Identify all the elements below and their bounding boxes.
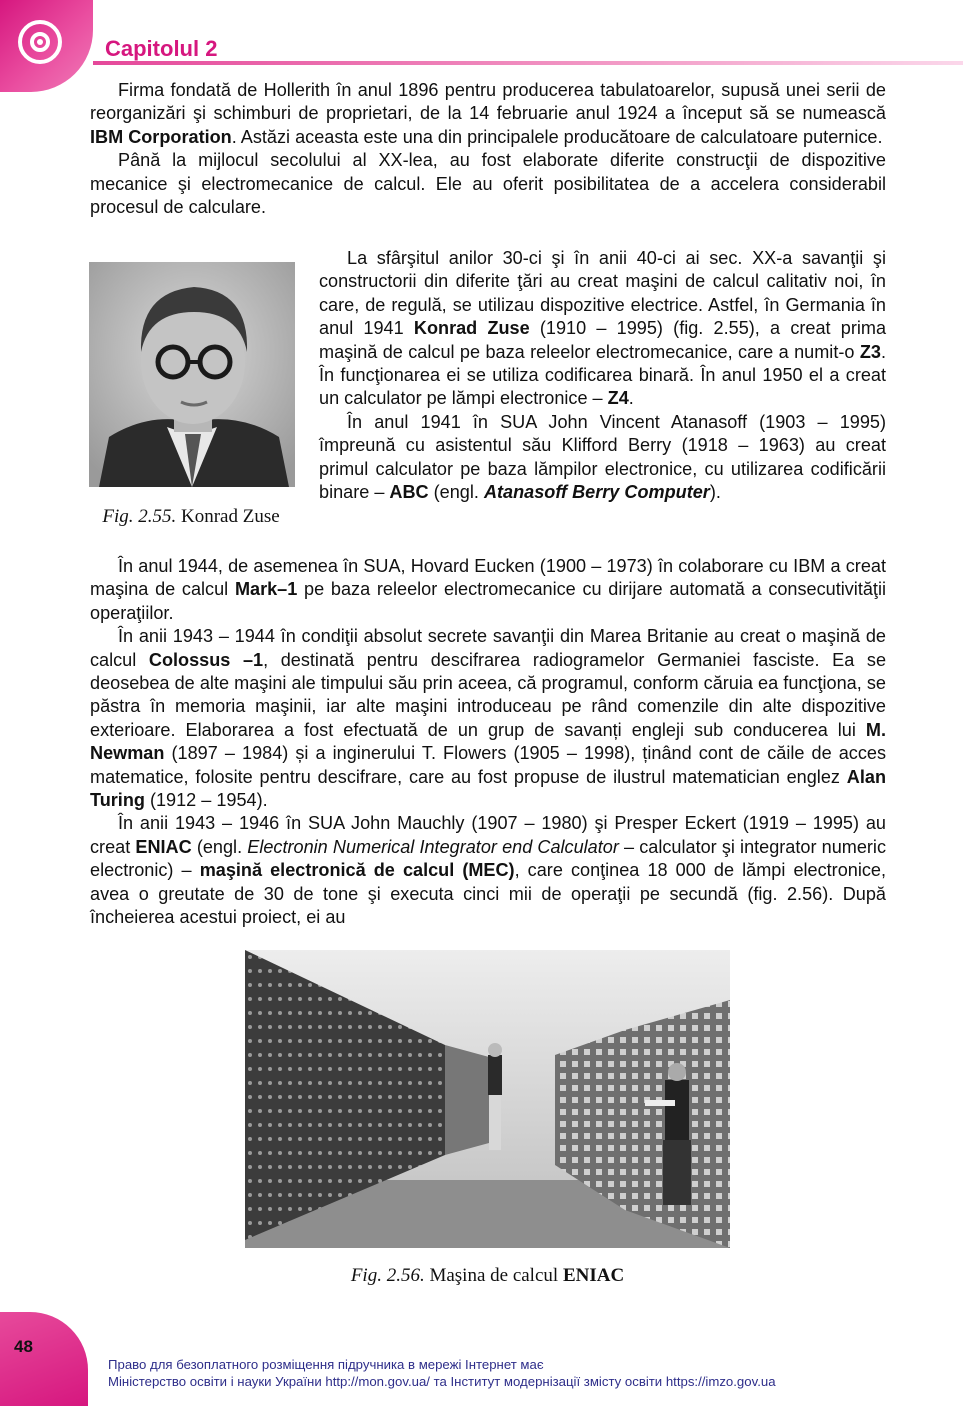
bold-term: Alan Turing: [90, 766, 886, 811]
text-span: ).: [709, 482, 721, 503]
bold-term: ABC: [389, 482, 429, 503]
page-number-tab: [0, 1312, 88, 1406]
target-icon: [18, 20, 62, 64]
text-block-top: [90, 79, 886, 219]
bold-term: Konrad Zuse: [413, 318, 530, 339]
paragraph-5: [90, 555, 886, 625]
text-span: (engl.: [428, 482, 484, 503]
eniac-photo: [245, 950, 730, 1248]
figure-caption-text: Konrad Zuse: [180, 506, 280, 527]
text-span: . În funcţionarea ei se utiliza codificarea binară. În anul 1950 el a creat un calculator pe lămpi electronice –: [319, 341, 886, 409]
bold-term: ENIAC: [135, 836, 192, 857]
text-span: (1910 – 1995) (fig. 2.55), a creat prima maşină de calcul pe baza releelor electromecanice, care a numit-o: [319, 318, 887, 362]
konrad-zuse-photo: [89, 262, 295, 487]
text-span: .: [628, 388, 634, 409]
bold-term: Colossus –1: [148, 649, 264, 670]
figure-caption-eniac: [245, 1265, 730, 1287]
footer-line-2: Міністерство освіти і науки України http://mon.gov.ua/ та Інститут модернізації змісту освіти https://imzo.gov.ua: [108, 1374, 776, 1389]
text-span: , care conţinea 18 000 de lămpi electronice, avea o greutate de 30 de tone şi executa cinci mii de operaţii pe secundă (fig. 2.56). După încheierea acestui proiect, ei au: [90, 860, 886, 928]
text-span: Firma fondată de Hollerith în anul 1896 pentru producerea tabulatoarelor, supusă unei serii de reorganizări şi schimburi de proprietari, de la 14 februarie anul 1924 a început să se numească: [90, 80, 886, 124]
header-rule: [93, 61, 963, 65]
text-span: pe baza releelor electromecanice cu dirijare automată a consecutivităţii operaţiilor.: [90, 579, 886, 623]
text-span: – calculator şi integrator numeric electronic) –: [90, 836, 886, 881]
page-number: 48: [14, 1337, 33, 1356]
text-span: În anii 1943 – 1944 în condiţii absolut secrete savanţii din Marea Britanie au creat o maşină de calcul: [90, 626, 886, 670]
paragraph-2: Până la mijlocul secolului al XX-lea, au fost elaborate diferite construcţii de dispozitive mecanice şi electromecanice de calcul. Ele au oferit posibilitatea de a accelera considerabil procesul de calculare.: [90, 150, 886, 218]
paragraph-7: [90, 812, 886, 929]
portrait-illustration: [89, 262, 295, 487]
text-block-bottom: [90, 555, 886, 930]
figure-number: Fig. 2.56.: [350, 1265, 425, 1286]
italic-term: Electronin Numerical Integrator end Calculator: [247, 836, 619, 857]
chapter-corner-tab: [0, 0, 93, 92]
text-block-right: [319, 247, 886, 504]
figure-caption-zuse: [96, 506, 286, 528]
text-span: (1897 – 1984) și a inginerului T. Flowers (1905 – 1998), ținând cont de căile de acces matematice, folosite pentru descifrare, care au fost propuse de ilustrul matematician englez: [90, 743, 886, 787]
bold-term: maşină electronică de calcul (MEC): [199, 860, 515, 881]
bold-term: IBM Corporation: [90, 126, 232, 147]
text-span: În anul 1941 în SUA John Vincent Atanasoff (1903 – 1995) împreună cu asistentul său Klifford Berry (1918 – 1963) au creat primul calculator pe baza lămpilor electronice, cu utilizarea codificării binare –: [319, 411, 886, 503]
bold-term: Z4: [607, 388, 629, 409]
text-span: , destinată pentru descifrarea radiogramelor Germaniei fasciste. Ea se deosebea de alte maşini ale timpului său prin aceea, că programul, conform căruia ea funcţiona, se păstra în memoria maşinii, iar alte maşini introduceau pe rând comenzile din alte dispozitive exterioare. Elaborarea a fost efectuată de un grup de savanți engleji sub conducerea lui: [90, 649, 887, 740]
paragraph-4: [319, 411, 886, 505]
text-span: În anii 1943 – 1946 în SUA John Mauchly (1907 – 1980) şi Presper Eckert (1919 – 1995) au creat: [90, 813, 886, 857]
text-span: În anul 1944, de asemenea în SUA, Hovard Eucken (1900 – 1973) în colaborare cu IBM a creat maşina de calcul: [90, 556, 886, 600]
figure-caption-bold: ENIAC: [562, 1265, 625, 1286]
paragraph-1: [90, 79, 886, 149]
figure-number: Fig. 2.55.: [102, 506, 177, 527]
bold-term: M. Newman: [90, 719, 886, 764]
text-span: (1912 – 1954).: [144, 790, 268, 811]
text-span: La sfârşitul anilor 30-ci şi în anii 40-ci ai sec. XX-a savanţii şi constructorii din diferite ţări au creat maşini de calcul calitativ noi, în care, de regulă, se utilizau dispozitive electrice. Astfel, în Germania în anul 1941: [319, 248, 886, 339]
footer-line-1: Право для безоплатного розміщення підручника в мережі Інтернет має: [108, 1357, 544, 1372]
chapter-title: Capitolul 2: [105, 36, 218, 61]
text-span: . Astăzi aceasta este una din principalele producătoare de calculatoare puternice.: [231, 126, 883, 147]
eniac-illustration: [245, 950, 730, 1248]
bold-term: Mark–1: [234, 579, 298, 600]
italic-term: Atanasoff Berry Computer: [483, 482, 710, 503]
bold-term: Z3: [859, 341, 881, 362]
paragraph-3: [319, 247, 886, 411]
paragraph-6: [90, 625, 886, 812]
figure-caption-text: Maşina de calcul: [429, 1265, 563, 1286]
text-span: (engl.: [191, 836, 248, 857]
